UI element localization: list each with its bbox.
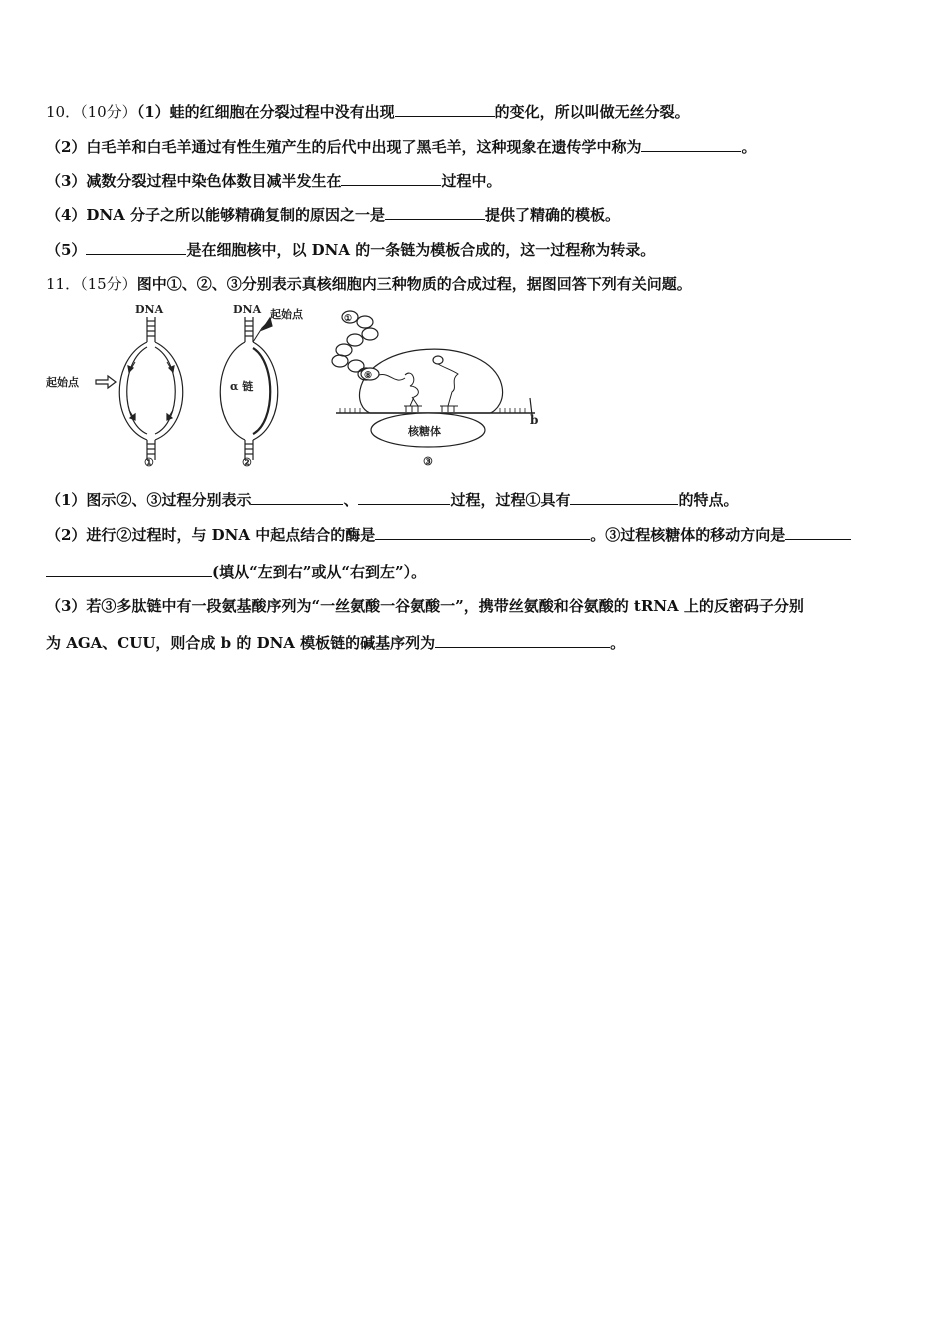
alpha-chain-label: α 链	[230, 380, 254, 393]
q11-p2-text: （2）进行②过程时，与 DNA 中起点结合的酶是	[46, 526, 376, 544]
origin-label: 起始点	[270, 308, 303, 321]
answer-blank[interactable]	[385, 205, 485, 220]
dna-label: DNA	[135, 303, 164, 316]
answer-blank[interactable]	[86, 240, 186, 255]
q11-line-3	[46, 525, 851, 545]
transcription-diagram	[220, 303, 304, 469]
q11-p1-text: （1）图示②、③过程分别表示	[46, 491, 252, 509]
bead-label: ⑧	[364, 371, 373, 381]
q10-line-5	[46, 240, 655, 260]
q11-p3-text: （3）若③多肽链中有一段氨基酸序列为“一丝氨酸一谷氨酸一”，携带丝氨酸和谷氨酸的 tRNA 上的反密码子分别	[46, 597, 804, 615]
q10-line-1	[46, 102, 690, 122]
q10-p1-text: 蛙的红细胞在分裂过程中没有出现	[169, 103, 395, 121]
q11-line-5	[46, 596, 804, 616]
answer-blank[interactable]	[570, 490, 678, 505]
q11-stem: 图中①、②、③分别表示真核细胞内三种物质的合成过程，据图回答下列有关问题。	[136, 275, 692, 293]
q11-p3-end: 。	[610, 634, 626, 652]
trna-icon	[433, 356, 458, 412]
trna-icon	[404, 373, 422, 412]
q10-score: （10分）	[80, 103, 137, 121]
answer-blank[interactable]	[341, 171, 441, 186]
q10-p5-label: （5）	[46, 241, 87, 259]
translation-diagram	[332, 311, 538, 468]
answer-blank[interactable]	[46, 562, 212, 577]
q10-p5-text: 是在细胞核中，以 DNA 的一条链为模板合成的，这一过程称为转录。	[186, 241, 656, 259]
q10-line-3	[46, 171, 501, 191]
q11-p1-end: 的特点。	[678, 491, 739, 509]
answer-blank[interactable]	[641, 137, 741, 152]
q10-p4-text-end: 提供了精确的模板。	[485, 206, 621, 224]
q10-p3-text-end: 过程中。	[441, 172, 502, 190]
q11-p2-end: (填从“左到右”或从“右到左”）。	[212, 563, 427, 581]
q11-p3-text-2: 为 AGA、CUU，则合成 b 的 DNA 模板链的碱基序列为	[46, 634, 436, 652]
q11-p1-mid: 过程，过程①具有	[450, 491, 571, 509]
q11-line-2	[46, 490, 739, 510]
q10-p1-text-end: 的变化，所以叫做无丝分裂。	[494, 103, 690, 121]
q11-p1-sep: 、	[343, 491, 359, 509]
q10-p4-text: （4）DNA 分子之所以能够精确复制的原因之一是	[46, 206, 386, 224]
origin-label: 起始点	[46, 376, 79, 389]
figure-mark-2: ②	[242, 456, 252, 469]
answer-blank[interactable]	[785, 525, 851, 540]
q10-p1-label: （1）	[136, 103, 170, 121]
answer-blank[interactable]	[375, 525, 590, 540]
answer-blank[interactable]	[435, 633, 610, 648]
answer-blank[interactable]	[251, 490, 343, 505]
q11-number: 11．	[46, 275, 81, 293]
q10-p3-text: （3）减数分裂过程中染色体数目减半发生在	[46, 172, 342, 190]
bead-label: ①	[344, 314, 353, 324]
q11-line-1	[46, 274, 692, 294]
ribosome-label: 核糖体	[408, 425, 441, 438]
q10-p2-text: （2）白毛羊和白毛羊通过有性生殖产生的后代中出现了黑毛羊，这种现象在遗传学中称为	[46, 138, 642, 156]
q10-number: 10．	[46, 103, 81, 121]
q10-p2-end: 。	[741, 138, 757, 156]
q11-line-6	[46, 633, 625, 653]
q10-line-4	[46, 205, 620, 225]
figure-mark-1: ①	[144, 456, 154, 469]
q11-p2-mid: 。③过程核糖体的移动方向是	[590, 526, 786, 544]
q10-line-2	[46, 137, 756, 157]
q11-line-4	[46, 562, 426, 582]
b-label: b	[530, 413, 539, 427]
answer-blank[interactable]	[395, 102, 495, 117]
replication-diagram	[46, 303, 183, 469]
answer-blank[interactable]	[358, 490, 450, 505]
q11-score: （15分）	[80, 275, 137, 293]
dna-replication-transcription-translation-figure	[40, 300, 560, 475]
dna-label: DNA	[233, 303, 262, 316]
figure-mark-3: ③	[423, 455, 433, 468]
